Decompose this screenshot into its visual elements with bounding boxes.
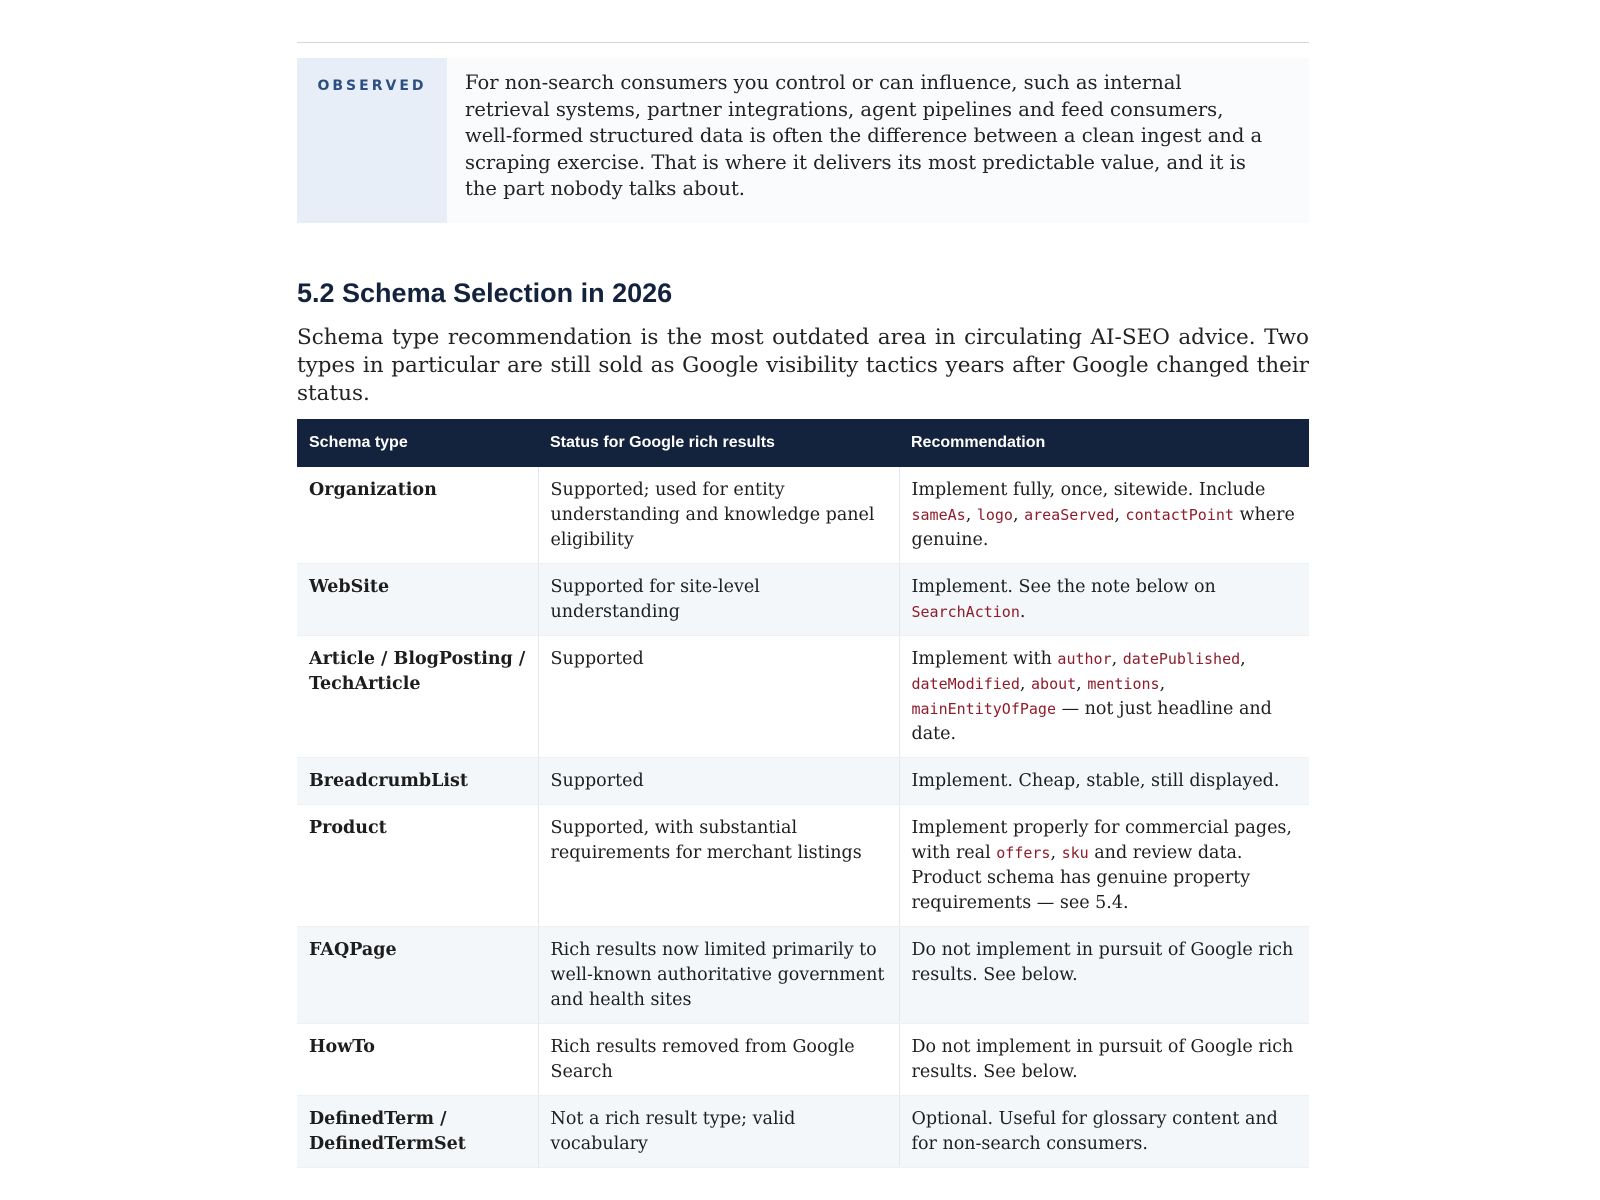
cell-recommendation [899, 1096, 1309, 1168]
property-code: author [1057, 650, 1112, 668]
recommendation-text: , [1240, 649, 1246, 669]
header-recommendation: Recommendation [899, 419, 1309, 467]
recommendation-text: , [1159, 674, 1166, 694]
recommendation-text: Optional. Useful for glossary content and for non-search consumers. [911, 1109, 1278, 1154]
cell-schema-type: Product [297, 805, 538, 927]
table-row [297, 1024, 1309, 1096]
cell-status: Supported, with substantial requirements for merchant listings [538, 805, 899, 927]
section-heading: 5.2 Schema Selection in 2026 [297, 278, 673, 308]
recommendation-text: Implement fully, once, sitewide. Include [911, 480, 1266, 500]
property-code: about [1031, 675, 1077, 693]
callout-label: OBSERVED [297, 58, 447, 223]
callout-text: For non-search consumers you control or can influence, such as internal retrieval systems, partner integrations, agent pipelines and feed consumers, well-formed structured data is often the difference between a clean ingest and a scraping exercise. That is where it delivers its most predictable value, and it is the part nobody talks about. [465, 71, 1263, 200]
property-code: mainEntityOfPage [911, 700, 1056, 718]
property-code: sku [1061, 844, 1089, 862]
top-divider [297, 42, 1309, 43]
cell-schema-type: WebSite [297, 564, 538, 636]
cell-recommendation [899, 467, 1309, 564]
table-row [297, 927, 1309, 1024]
cell-schema-type: HowTo [297, 1024, 538, 1096]
cell-status: Supported [538, 758, 899, 805]
property-code: dateModified [911, 675, 1020, 693]
cell-recommendation [899, 758, 1309, 805]
cell-schema-type: FAQPage [297, 927, 538, 1024]
cell-status: Supported; used for entity understanding and knowledge panel eligibility [538, 467, 899, 564]
recommendation-text: and review data. Product schema has genuine property requirements — see 5.4. [911, 843, 1251, 913]
cell-status: Supported for site-level understanding [538, 564, 899, 636]
property-code: logo [976, 506, 1013, 524]
table-row [297, 564, 1309, 636]
recommendation-text: — not just headline and date. [911, 699, 1272, 744]
property-code: offers [996, 844, 1051, 862]
cell-recommendation [899, 805, 1309, 927]
recommendation-text: Do not implement in pursuit of Google rich results. See below. [911, 1037, 1294, 1082]
cell-recommendation [899, 636, 1309, 758]
header-schema-type: Schema type [297, 419, 538, 467]
recommendation-text: Implement. See the note below on [911, 577, 1216, 597]
recommendation-text: Implement with [911, 649, 1058, 669]
property-code: sameAs [911, 506, 966, 524]
recommendation-text: Implement. Cheap, stable, still displayed. [911, 771, 1280, 791]
recommendation-text: , [1076, 674, 1088, 694]
cell-status: Rich results removed from Google Search [538, 1024, 899, 1096]
table-row [297, 467, 1309, 564]
recommendation-text: , [1050, 843, 1062, 863]
property-code: mentions [1087, 675, 1160, 693]
table-header-row [297, 419, 1309, 467]
cell-recommendation [899, 927, 1309, 1024]
recommendation-text: . [1019, 602, 1026, 622]
cell-recommendation [899, 1024, 1309, 1096]
cell-schema-type: Organization [297, 467, 538, 564]
recommendation-text: Do not implement in pursuit of Google rich results. See below. [911, 940, 1294, 985]
cell-status: Rich results now limited primarily to well-known authoritative government and health sites [538, 927, 899, 1024]
table-row [297, 1096, 1309, 1168]
recommendation-text: , [1012, 505, 1025, 525]
section-intro: Schema type recommendation is the most outdated area in circulating AI-SEO advice. Two types in particular are still sold as Google visibility tactics years after Google changed their status. [297, 325, 1309, 406]
schema-table [297, 419, 1309, 1168]
cell-schema-type: Article / BlogPosting / TechArticle [297, 636, 538, 758]
property-code: SearchAction [911, 603, 1020, 621]
recommendation-text: , [1019, 674, 1032, 694]
table-row [297, 805, 1309, 927]
recommendation-text: , [965, 505, 977, 525]
property-code: datePublished [1122, 650, 1241, 668]
property-code: contactPoint [1125, 506, 1234, 524]
recommendation-text: , [1111, 649, 1123, 669]
header-status: Status for Google rich results [538, 419, 899, 467]
recommendation-text: , [1114, 505, 1126, 525]
recommendation-text: Implement properly for commercial pages, with real [911, 818, 1292, 863]
recommendation-text: where genuine. [911, 505, 1295, 550]
table-row [297, 636, 1309, 758]
cell-schema-type: BreadcrumbList [297, 758, 538, 805]
cell-status: Not a rich result type; valid vocabulary [538, 1096, 899, 1168]
observed-callout [297, 58, 1309, 223]
cell-status: Supported [538, 636, 899, 758]
cell-schema-type: DefinedTerm / DefinedTermSet [297, 1096, 538, 1168]
cell-recommendation [899, 564, 1309, 636]
property-code: areaServed [1024, 506, 1115, 524]
table-row [297, 758, 1309, 805]
